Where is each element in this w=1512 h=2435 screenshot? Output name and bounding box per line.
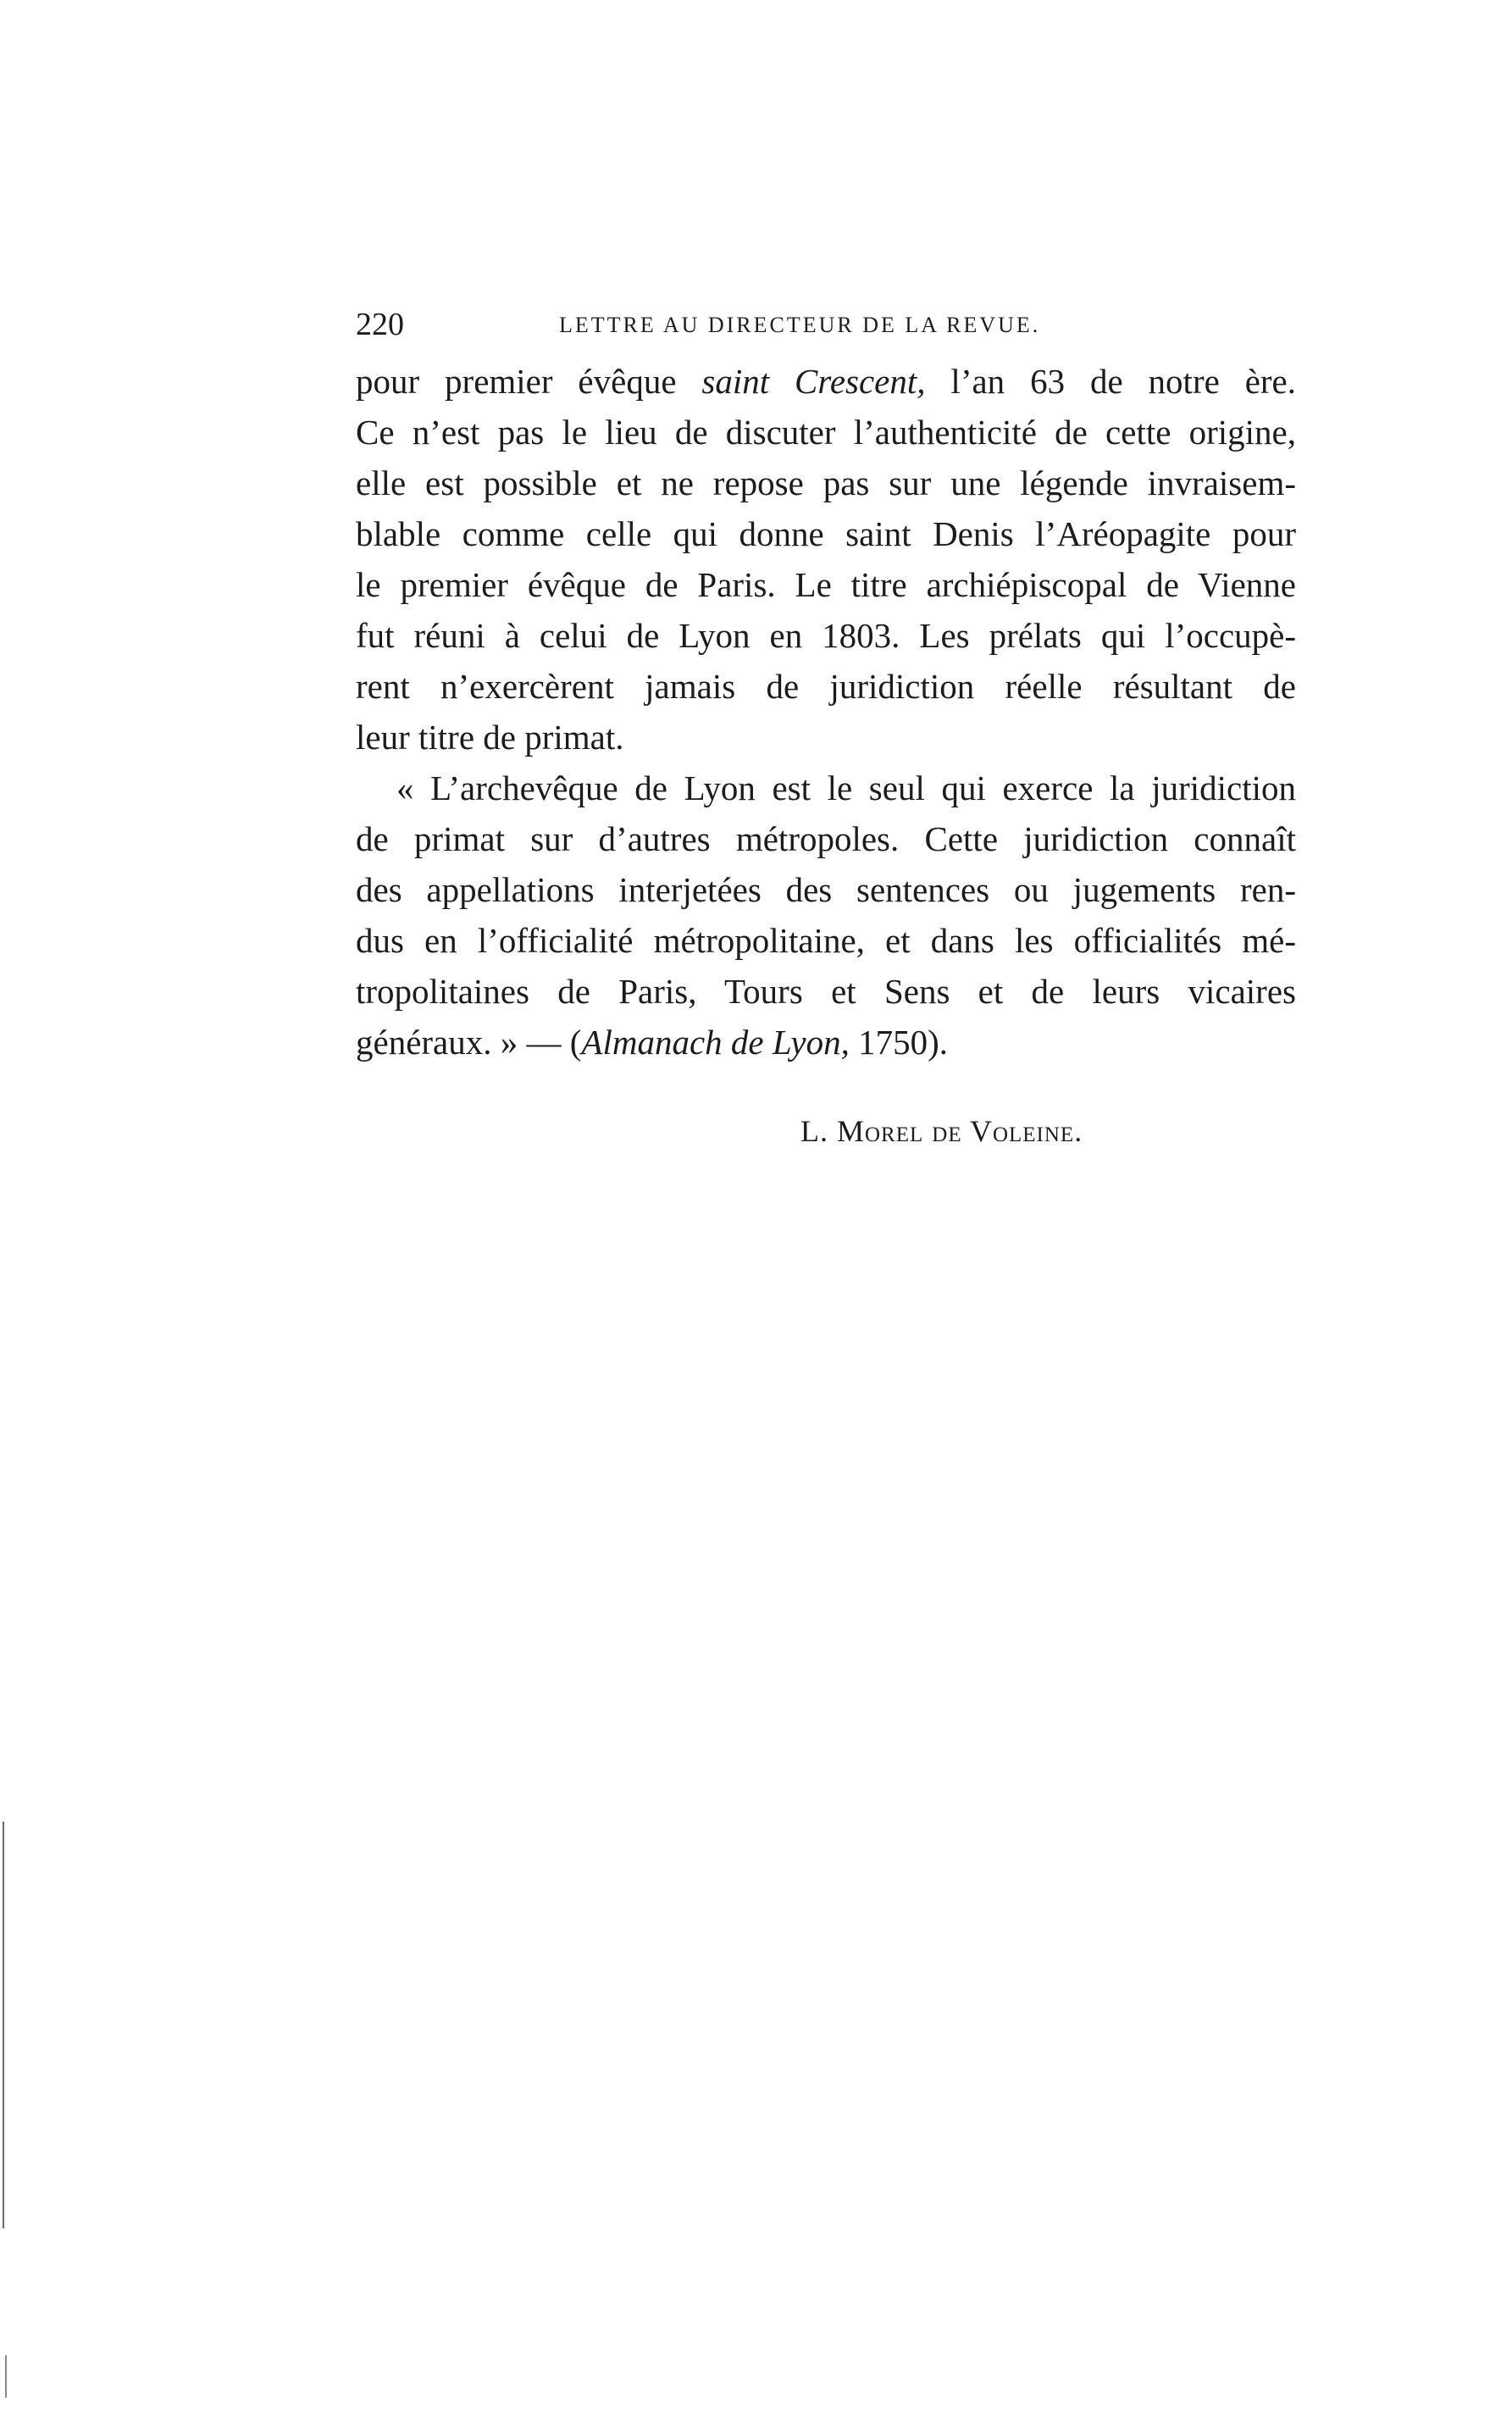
text-line: elle est possible et ne repose pas sur une légende invraisem-: [356, 463, 1296, 502]
text-line: blable comme celle qui donne saint Denis l’Aréopagite pour: [356, 514, 1296, 553]
text-line: pour premier évêque saint Crescent, l’an 63 de notre ère.: [356, 362, 1296, 401]
quote-line: des appellations interjetées des sentences ou jugements ren-: [356, 870, 1296, 909]
quote-line: de primat sur d’autres métropoles. Cette juridiction connaît: [356, 819, 1296, 858]
text-line: Ce n’est pas le lieu de discuter l’authenticité de cette origine,: [356, 413, 1296, 452]
quote-line: dus en l’officialité métropolitaine, et dans les officialités mé-: [356, 921, 1296, 960]
page-number: 220: [356, 307, 404, 342]
citation-line: généraux. » — (Almanach de Lyon, 1750).: [356, 1023, 949, 1062]
body-text: [356, 356, 1296, 1068]
text-line: fut réuni à celui de Lyon en 1803. Les prélats qui l’occupè-: [356, 616, 1296, 655]
italic-name: saint Crescent,: [701, 362, 926, 401]
author-signature: L. Morel de Voleine.: [800, 1114, 1083, 1148]
running-head: [356, 303, 1296, 346]
running-title: LETTRE AU DIRECTEUR DE LA REVUE.: [559, 313, 1041, 337]
text-line: leur titre de primat.: [356, 718, 624, 757]
scan-margin-rule: [3, 1822, 4, 2228]
italic-citation: Almanach de Lyon,: [581, 1023, 850, 1062]
scan-margin-mark: [5, 2355, 7, 2398]
text-line: rent n’exercèrent jamais de juridiction réelle résultant de: [356, 667, 1296, 706]
text-line: le premier évêque de Paris. Le titre archiépiscopal de Vienne: [356, 565, 1296, 604]
quote-line: tropolitaines de Paris, Tours et Sens et de leurs vicaires: [356, 972, 1296, 1011]
quote-line: « L’archevêque de Lyon est le seul qui exerce la juridiction: [396, 768, 1296, 807]
